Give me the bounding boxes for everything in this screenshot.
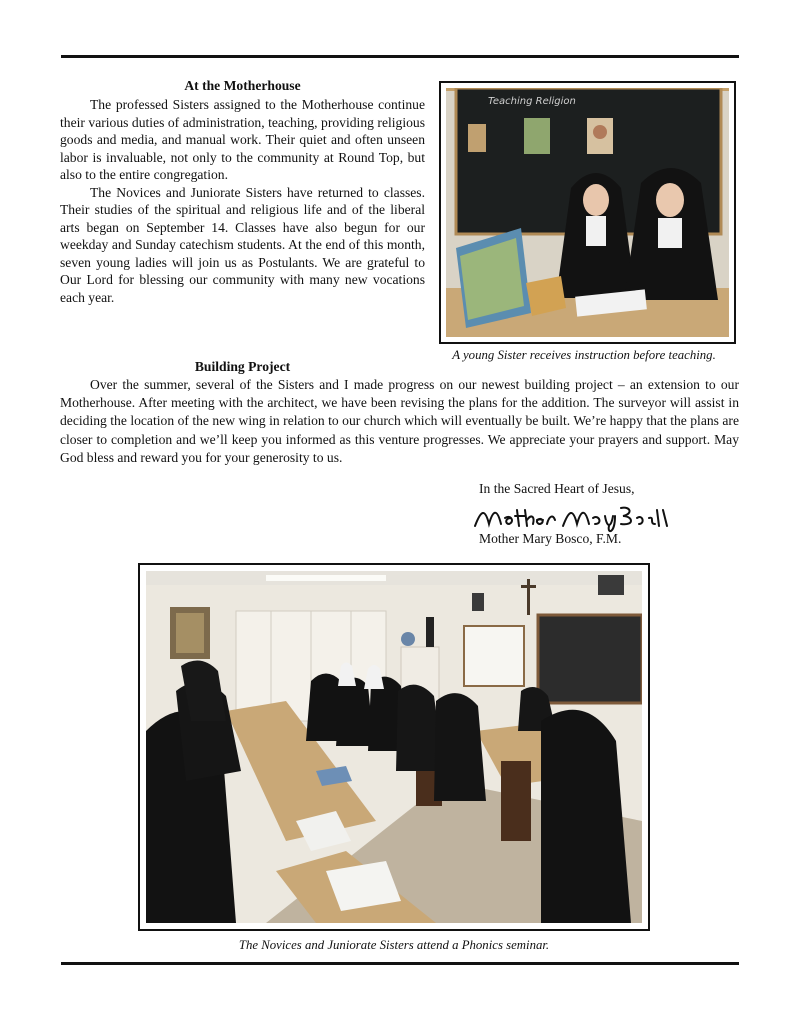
holy-card-2 xyxy=(524,118,550,154)
whiteboard xyxy=(464,626,524,686)
globe xyxy=(401,632,415,646)
sister-middle xyxy=(434,693,486,801)
crucifix xyxy=(527,579,530,615)
holy-card-1 xyxy=(468,124,486,152)
building-project-paragraph: Over the summer, several of the Sisters and I made progress on our newest building project – an extension to our Motherhouse. After meeting with the architect, we have been revising the plans for the addition. The surveyor will assist in deciding the location of the new wing in relation to our church which will eventually be built. We’re happy that the plans are closer to completion and we’ll keep you informed as this venture progresses. We appreciate your prayers and support. May God bless and reward you for your generosity to us. xyxy=(60,377,739,465)
bottom-rule xyxy=(61,962,739,965)
board-text: Teaching Religion xyxy=(488,96,576,107)
teaching-photo xyxy=(439,81,736,344)
chalkboard xyxy=(538,615,642,703)
motherhouse-heading: At the Motherhouse xyxy=(184,78,301,93)
classroom-photo-caption: The Novices and Juniorate Sisters attend a Phonics seminar. xyxy=(238,938,550,952)
teaching-photo-caption: A young Sister receives instruction before teaching. xyxy=(452,348,716,362)
building-project-heading-wrap xyxy=(60,358,425,377)
teaching-photo-image xyxy=(446,88,729,337)
motherhouse-paragraph-1: The professed Sisters assigned to the Motherhouse continue their various duties of administration, teaching, providing religious goods and media, and manual work. Their quiet and often unseen labor is invaluable, not only to the community at Round Top, but also to the entire congregation. xyxy=(60,97,425,182)
signature xyxy=(471,500,671,534)
top-rule xyxy=(61,55,739,58)
building-project-heading: Building Project xyxy=(194,359,291,374)
closing-salutation: In the Sacred Heart of Jesus, xyxy=(479,481,635,496)
motherhouse-paragraph-2: The Novices and Juniorate Sisters have returned to classes. Their studies of the spiritual and religious life and of the liberal arts began on September 14. Classes have also begun for our weekday and Sunday catechism students. At the end of this month, seven young ladies will join us as Postulants. We are grateful to Our Lord for blessing our community with many new vocations each year. xyxy=(60,184,425,305)
classroom-photo-image xyxy=(146,571,642,923)
signatory-name: Mother Mary Bosco, F.M. xyxy=(479,531,622,546)
motherhouse-section xyxy=(60,77,425,306)
classroom-photo xyxy=(138,563,650,931)
building-project-section xyxy=(60,376,739,467)
